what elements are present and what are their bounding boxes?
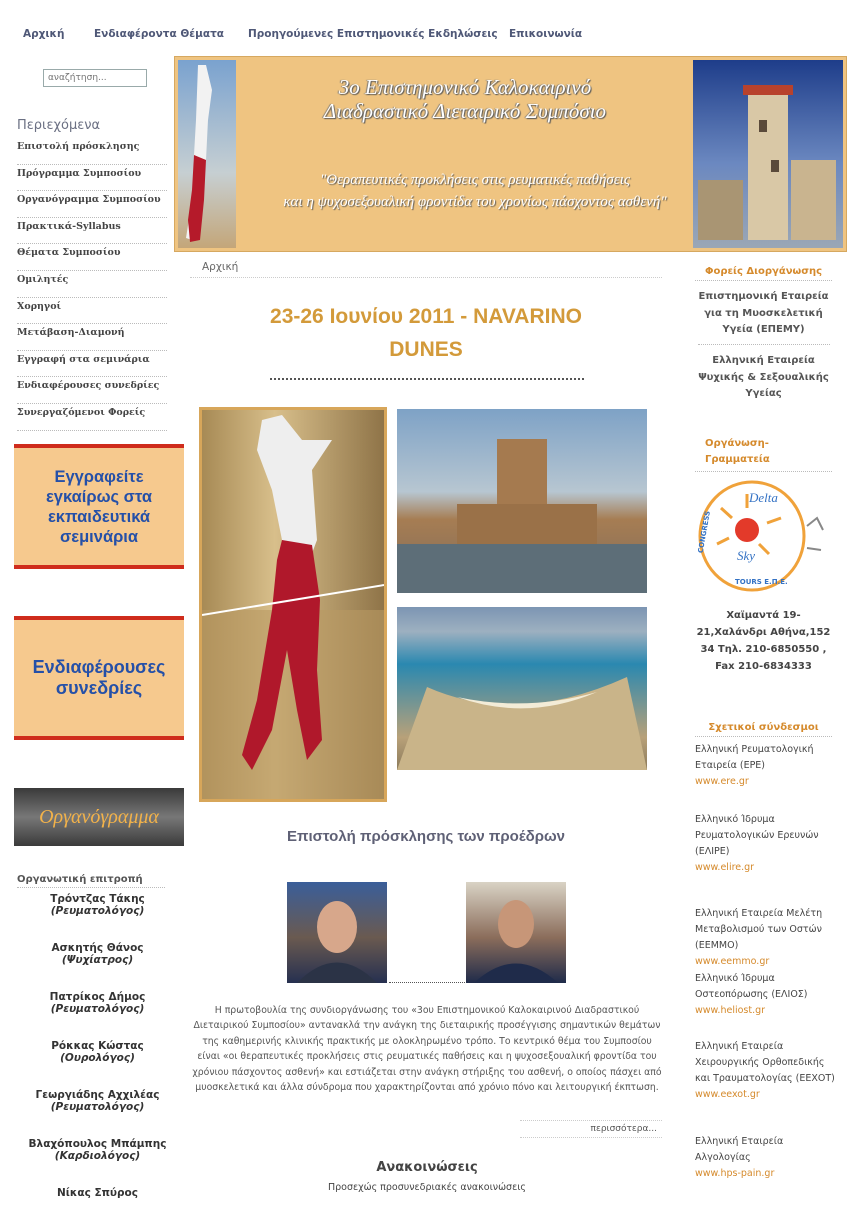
link-url[interactable]: www.ere.gr	[695, 776, 749, 787]
sidebar-item-partners[interactable]: Συνεργαζόμενοι Φορείς	[17, 404, 167, 431]
member-role: (Καρδιολόγος)	[54, 1150, 141, 1162]
logo-text: Sky	[737, 548, 756, 563]
link-item-eemmo	[695, 906, 840, 971]
sessions-banner-text: Ενδιαφέρουσες συνεδρίες	[32, 657, 166, 698]
link-name: Ελληνικό Ίδρυμα Οστεοπόρωσης (ΕΛΙΟΣ)	[695, 973, 808, 1000]
committee-list	[10, 893, 185, 1213]
search-input[interactable]	[43, 69, 147, 87]
letter-title: Επιστολή πρόσκλησης των προέδρων	[286, 828, 566, 845]
breadcrumb[interactable]: Αρχική	[190, 261, 662, 278]
sidebar-menu	[17, 138, 167, 431]
nav-item-past-events[interactable]: Προηγούμενες Επιστημονικές Εκδηλώσεις	[248, 28, 498, 40]
member-role: (Ψυχίατρος)	[61, 954, 134, 966]
committee-member	[10, 991, 185, 1040]
link-url[interactable]: www.hps-pain.gr	[695, 1168, 775, 1179]
banner-subtitle	[255, 169, 695, 213]
member-role: (Ρευματολόγος)	[50, 905, 145, 917]
member-role: (Ρευματολόγος)	[50, 1003, 145, 1015]
nav-item-contact[interactable]: Επικοινωνία	[509, 28, 583, 40]
committee-member	[10, 893, 185, 942]
president-photo	[466, 882, 566, 983]
sidebar-title: Περιεχόμενα	[17, 118, 101, 133]
member-name: Νίκας Σπύρος	[57, 1187, 138, 1199]
links-title: Σχετικοί σύνδεσμοι	[695, 722, 832, 737]
link-name: Ελληνική Εταιρεία Χειρουργικής Ορθοπεδικής και Τραυματολογίας (ΕΕΧΟΤ)	[695, 1041, 835, 1084]
member-name: Βλαχόπουλος Μπάμπης	[28, 1138, 167, 1150]
title-divider	[270, 378, 584, 380]
link-url[interactable]: www.eemmo.gr	[695, 956, 770, 967]
link-name: Ελληνικό Ίδρυμα Ρευματολογικών Ερευνών (ΕΛΙΡΕ)	[695, 814, 819, 857]
organizer-divider	[698, 344, 830, 345]
organogram-banner-text: Οργανόγραμμα	[39, 805, 159, 828]
sidebar-item-program[interactable]: Πρόγραμμα Συμποσίου	[17, 165, 167, 192]
link-item-ere	[695, 742, 840, 812]
announcements-subtitle: Προσεχώς προσυνεδριακές ανακοινώσεις	[327, 1182, 526, 1193]
sculpture-image	[178, 60, 236, 248]
banner-title-line: 3ο Επιστημονικό Καλοκαιρινό	[338, 75, 592, 99]
organizer-eepsy[interactable]: Ελληνική Εταιρεία Ψυχικής & Σεξουαλικής Υγείας	[698, 355, 829, 399]
page-title	[190, 300, 662, 366]
banner-title-line: Διαδραστικό Διεταιρικό Συμπόσιο	[323, 99, 607, 123]
committee-title: Οργανωτική επιτροπή	[17, 874, 165, 888]
link-item-eexot	[695, 1039, 840, 1134]
link-name: Ελληνική Ρευματολογική Εταιρεία (ΕΡΕ)	[695, 744, 814, 771]
link-item-algology	[695, 1134, 840, 1182]
link-url[interactable]: www.heliost.gr	[695, 1005, 766, 1016]
secretariat-title: Οργάνωση-Γραμματεία	[695, 436, 832, 472]
link-item-elios	[695, 971, 840, 1039]
banner-subtitle-line: "Θεραπευτικές προκλήσεις στις ρευματικές παθήσεις	[320, 172, 630, 188]
register-seminars-text: Εγγραφείτε εγκαίρως στα εκπαιδευτικά σεμινάρια	[45, 467, 153, 546]
link-item-elire	[695, 812, 840, 906]
sidebar-item-organogram[interactable]: Οργανόγραμμα Συμποσίου	[17, 191, 167, 218]
committee-member	[10, 1138, 185, 1187]
delta-sky-logo[interactable]	[697, 478, 832, 598]
sidebar-item-travel[interactable]: Μετάβαση-Διαμονή	[17, 324, 167, 351]
member-name: Πατρίκος Δήμος	[49, 991, 146, 1003]
sessions-banner[interactable]	[14, 616, 184, 740]
page-title-line: DUNES	[389, 338, 463, 361]
register-seminars-banner[interactable]	[14, 444, 184, 569]
member-name: Ρόκκας Κώστας	[51, 1040, 144, 1052]
committee-member	[10, 942, 185, 991]
nav-item-home[interactable]: Αρχική	[23, 28, 65, 40]
nav-item-topics[interactable]: Ενδιαφέροντα Θέματα	[94, 28, 224, 40]
committee-member	[10, 1187, 185, 1213]
related-links	[695, 742, 840, 1182]
sidebar-item-syllabus[interactable]: Πρακτικά-Syllabus	[17, 218, 167, 245]
member-name: Ασκητής Θάνος	[51, 942, 144, 954]
link-url[interactable]: www.elire.gr	[695, 862, 755, 873]
organogram-banner[interactable]	[14, 788, 184, 846]
president-photo	[287, 882, 387, 983]
logo-text: Delta	[749, 490, 778, 505]
header-banner	[174, 56, 847, 252]
logo-text: TOURS Ε.Π.Ε.	[735, 578, 788, 586]
link-name: Ελληνική Εταιρεία Μελέτη Μεταβολισμού των Οστών (ΕΕΜΜΟ)	[695, 908, 823, 951]
sidebar-item-invitation[interactable]: Επιστολή πρόσκλησης	[17, 138, 167, 165]
page-title-line: 23-26 Ιουνίου 2011 - NAVARINO	[270, 305, 582, 328]
member-role: (Ρευματολόγος)	[50, 1101, 145, 1113]
portrait-divider	[389, 982, 465, 983]
banner-title	[255, 75, 675, 123]
link-name: Ελληνική Εταιρεία Αλγολογίας	[695, 1136, 784, 1163]
sidebar-item-sponsors[interactable]: Χορηγοί	[17, 298, 167, 325]
tower-image	[693, 60, 843, 248]
read-more-link[interactable]: περισσότερα...	[520, 1120, 662, 1138]
organizer-epemy[interactable]: Επιστημονική Εταιρεία για τη Μυοσκελετική Υγεία (ΕΠΕΜΥ)	[698, 291, 829, 335]
beach-photo	[397, 607, 647, 770]
organizers-title: Φορείς Διοργάνωσης	[695, 266, 832, 281]
sidebar-item-topics[interactable]: Θέματα Συμποσίου	[17, 244, 167, 271]
committee-member	[10, 1040, 185, 1089]
link-url[interactable]: www.eexot.gr	[695, 1089, 760, 1100]
sidebar-item-speakers[interactable]: Ομιλητές	[17, 271, 167, 298]
logo-text: CONGRESS	[696, 510, 712, 554]
member-role: (Ουρολόγος)	[60, 1052, 135, 1064]
intro-text: Η πρωτοβουλία της συνδιοργάνωσης του «3ου Επιστημονικού Καλοκαιρινού Διαδραστικού Διεταιρικού Συμποσίου» αντανακλά την ανάγκη της διεταιρικής προσέγγισης σημαντικών θεμάτων της καθημερινής κλινικής πρακτικής με ολοκληρωμένο τρόπο. Το κεντρικό θέμα του Συμποσίου είναι «οι θεραπευτικές προκλήσεις στις ρευματικές παθήσεις και η ψυχοσεξουαλική φροντίδα του χρόνιου πάσχοντος ασθενή» και εστιάζεται στην ανάγκη στήριξης του ασθενή, ο οποίος πάσχει από μυοσκελετικά και άλλα σύνδρομα που χαρακτηρίζονται από χρόνιο πόνο και λειτουργική έκπτωση.	[192, 1005, 662, 1094]
castle-photo	[397, 409, 647, 593]
committee-member	[10, 1089, 185, 1138]
sidebar-item-sessions[interactable]: Ενδιαφέρουσες συνεδρίες	[17, 377, 167, 404]
sidebar-item-registration[interactable]: Εγγραφή στα σεμινάρια	[17, 351, 167, 378]
secretariat-address: Χαϊμαντά 19-21,Χαλάνδρι Αθήνα,152 34 Τηλ. 210-6850550 , Fax 210-6834333	[696, 610, 831, 672]
announcements-title: Ανακοινώσεις	[376, 1160, 478, 1175]
member-name: Τρόντζας Τάκης	[50, 893, 145, 905]
banner-subtitle-line: και η ψυχοσεξουαλική φροντίδα του χρονίως πάσχοντος ασθενή"	[283, 194, 667, 210]
sculpture-photo	[199, 407, 387, 802]
member-name: Γεωργιάδης Αχχιλέας	[35, 1089, 160, 1101]
